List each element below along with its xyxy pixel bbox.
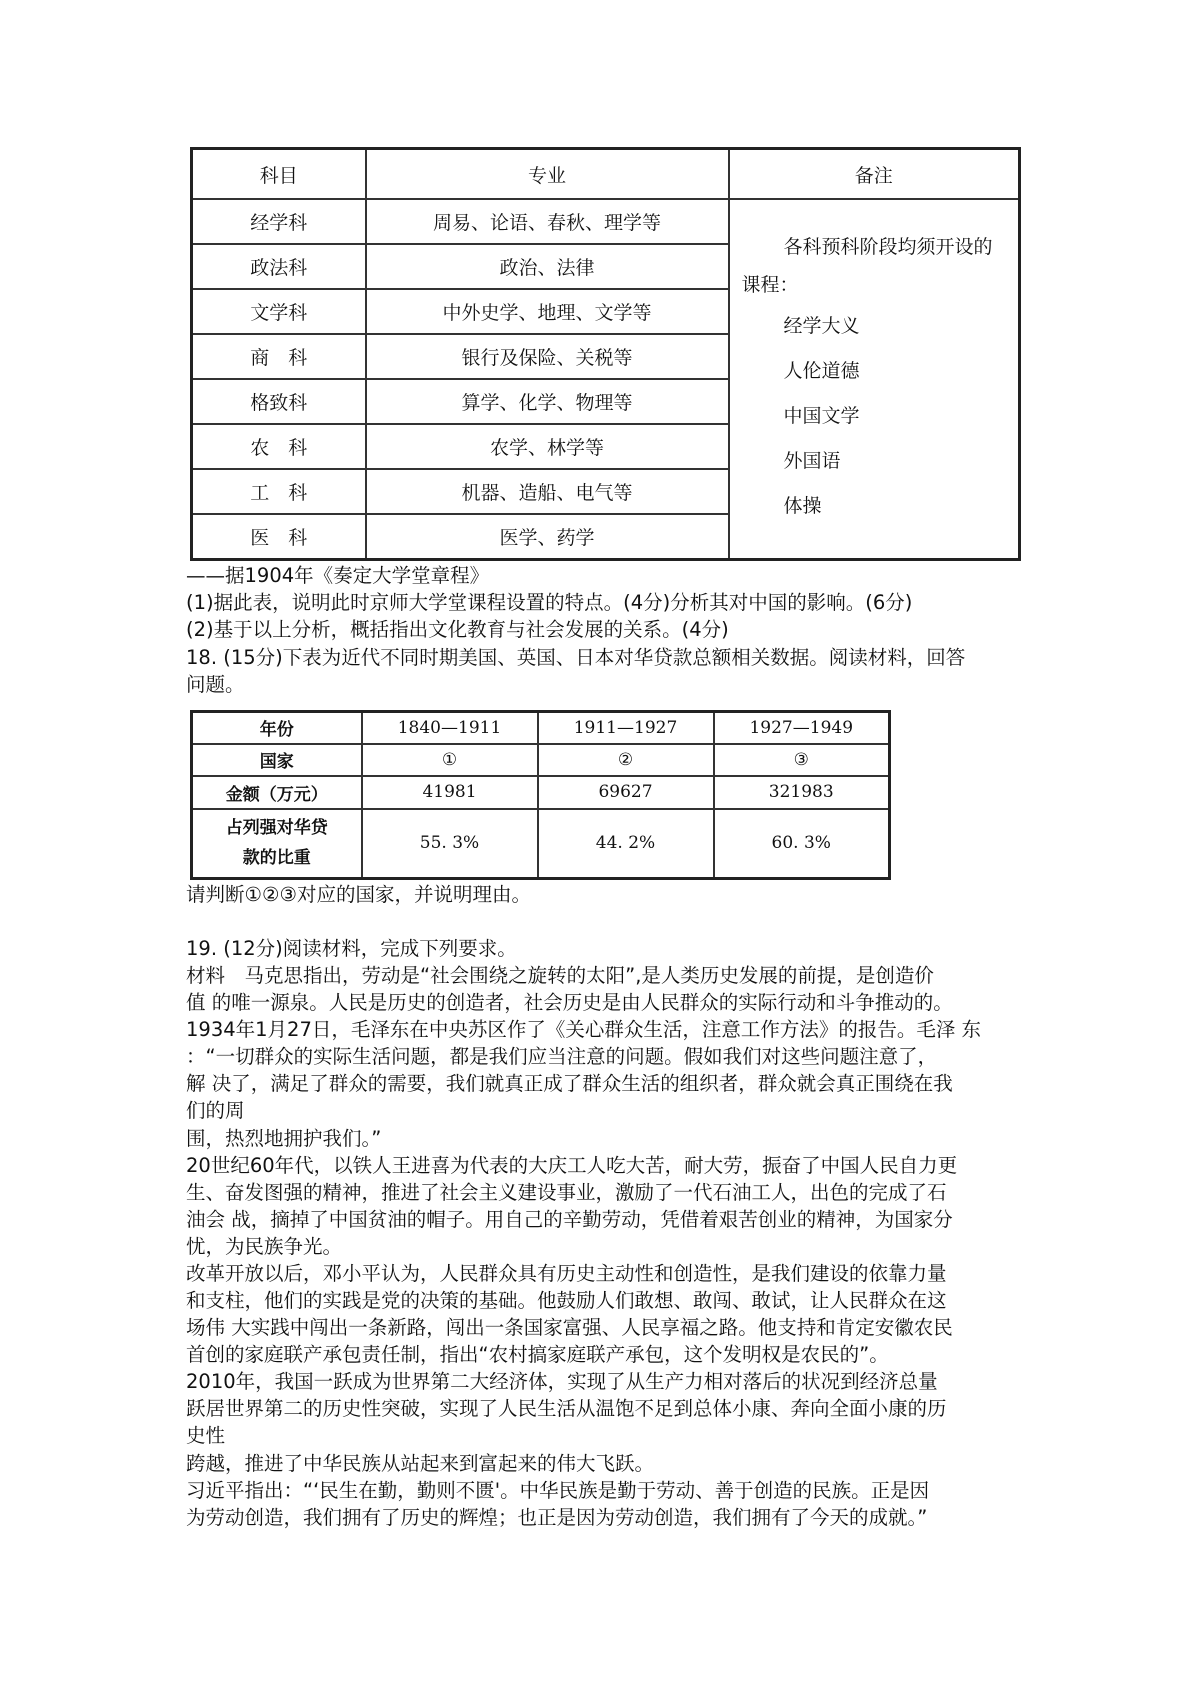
notes-item: 人伦道德	[783, 360, 860, 382]
row-label-year: 年份	[192, 712, 362, 744]
table-row	[192, 199, 1020, 244]
material-line: 跨越，推进了中华民族从站起来到富起来的伟大飞跃。	[186, 1452, 655, 1475]
share-cell: 55. 3%	[362, 809, 538, 879]
material-line: 油会 战，摘掉了中国贫油的帽子。用自己的辛勤劳动，凭借着艰苦创业的精神，为国家分	[186, 1208, 953, 1231]
subject-cell: 农 科	[192, 424, 366, 469]
subject-cell: 医 科	[192, 514, 366, 560]
material-line: 材料 马克思指出，劳动是“社会围绕之旋转的太阳”,是人类历史发展的前提，是创造价	[186, 964, 934, 987]
table-row	[192, 712, 890, 744]
material-line: 改革开放以后，邓小平认为，人民群众具有历史主动性和创造性，是我们建设的依靠力量	[186, 1262, 947, 1285]
share-label-line1: 占列强对华贷	[225, 818, 328, 839]
curriculum-table	[190, 147, 1021, 561]
period-cell: 1911—1927	[538, 712, 714, 744]
material-line: 生、奋发图强的精神，推进了社会主义建设事业，激励了一代石油工人，出色的完成了石	[186, 1181, 947, 1204]
major-cell: 农学、林学等	[366, 424, 729, 469]
share-label-line2: 款的比重	[242, 848, 311, 869]
material-line: 场伟 大实践中闯出一条新路，闯出一条国家富强、人民享福之路。他支持和肯定安徽农民	[186, 1316, 953, 1339]
question-18-line1: 18. (15分)下表为近代不同时期美国、英国、日本对华贷款总额相关数据。阅读材料，回答	[186, 646, 966, 669]
table-row	[192, 744, 890, 776]
source-citation: ——据1904年《奏定大学堂章程》	[186, 564, 490, 587]
material-line: 习近平指出：“‘民生在勤，勤则不匮'。中华民族是勤于劳动、善于创造的民族。正是因	[186, 1479, 930, 1502]
amount-cell: 69627	[538, 776, 714, 809]
country-cell: ③	[714, 744, 890, 776]
major-cell: 算学、化学、物理等	[366, 379, 729, 424]
header-subject: 科目	[192, 149, 366, 200]
notes-intro: 各科预科阶段均须开设的课程：	[741, 236, 993, 296]
material-line: 解 决了，满足了群众的需要，我们就真正成了群众生活的组织者，群众就会真正围绕在我	[186, 1072, 953, 1095]
amount-cell: 321983	[714, 776, 890, 809]
material-line: 围，热烈地拥护我们。”	[186, 1127, 382, 1150]
question-18-line2: 问题。	[186, 673, 245, 696]
row-label-country: 国家	[192, 744, 362, 776]
country-cell: ①	[362, 744, 538, 776]
major-cell: 银行及保险、关税等	[366, 334, 729, 379]
subject-cell: 经学科	[192, 199, 366, 244]
question-18-prompt: 请判断①②③对应的国家，并说明理由。	[186, 883, 531, 906]
share-cell: 60. 3%	[714, 809, 890, 879]
material-line: 为劳动创造，我们拥有了历史的辉煌；也正是因为劳动创造，我们拥有了今天的成就。”	[186, 1506, 928, 1529]
notes-item: 体操	[783, 495, 822, 517]
loan-table	[190, 710, 891, 880]
table-row	[192, 809, 890, 879]
amount-cell: 41981	[362, 776, 538, 809]
subject-cell: 工 科	[192, 469, 366, 514]
row-label-share	[192, 809, 362, 879]
notes-item: 中国文学	[783, 405, 860, 427]
material-line: ：“一切群众的实际生活问题，都是我们应当注意的问题。假如我们对这些问题注意了，	[186, 1045, 938, 1068]
material-line: 和支柱，他们的实践是党的决策的基础。他鼓励人们敢想、敢闯、敢试，让人民群众在这	[186, 1289, 947, 1312]
notes-cell	[729, 199, 1020, 560]
subject-cell: 格致科	[192, 379, 366, 424]
share-cell: 44. 2%	[538, 809, 714, 879]
material-line: 史性	[186, 1424, 226, 1447]
notes-item: 外国语	[783, 450, 841, 472]
question-17-part2: (2)基于以上分析，概括指出文化教育与社会发展的关系。(4分)	[186, 618, 729, 641]
material-line: 首创的家庭联产承包责任制，指出“农村搞家庭联产承包，这个发明权是农民的”。	[186, 1343, 889, 1366]
material-line: 忧，为民族争光。	[186, 1235, 343, 1258]
material-line: 1934年1月27日，毛泽东在中央苏区作了《关心群众生活，注意工作方法》的报告。毛泽 东	[186, 1018, 982, 1041]
row-label-amount: 金额（万元）	[192, 776, 362, 809]
period-cell: 1927—1949	[714, 712, 890, 744]
notes-list	[730, 304, 1019, 529]
subject-cell: 政法科	[192, 244, 366, 289]
major-cell: 中外史学、地理、文学等	[366, 289, 729, 334]
material-line: 20世纪60年代，以铁人王进喜为代表的大庆工人吃大苦，耐大劳，振奋了中国人民自力更	[186, 1154, 958, 1177]
question-17-part1: (1)据此表，说明此时京师大学堂课程设置的特点。(4分)分析其对中国的影响。(6分)	[186, 591, 913, 614]
period-cell: 1840—1911	[362, 712, 538, 744]
material-line: 值 的唯一源泉。人民是历史的创造者，社会历史是由人民群众的实际行动和斗争推动的。	[186, 991, 953, 1014]
table-row	[192, 776, 890, 809]
subject-cell: 文学科	[192, 289, 366, 334]
header-notes: 备注	[729, 149, 1020, 200]
subject-cell: 商 科	[192, 334, 366, 379]
major-cell: 政治、法律	[366, 244, 729, 289]
notes-item: 经学大义	[783, 315, 860, 337]
major-cell: 机器、造船、电气等	[366, 469, 729, 514]
major-cell: 周易、论语、春秋、理学等	[366, 199, 729, 244]
table-header-row	[192, 149, 1020, 200]
question-19-title: 19. (12分)阅读材料，完成下列要求。	[186, 937, 517, 960]
material-line: 跃居世界第二的历史性突破，实现了人民生活从温饱不足到总体小康、奔向全面小康的历	[186, 1397, 947, 1420]
header-major: 专业	[366, 149, 729, 200]
material-line: 2010年，我国一跃成为世界第二大经济体，实现了从生产力相对落后的状况到经济总量	[186, 1370, 938, 1393]
country-cell: ②	[538, 744, 714, 776]
material-line: 们的周	[186, 1099, 245, 1122]
major-cell: 医学、药学	[366, 514, 729, 560]
